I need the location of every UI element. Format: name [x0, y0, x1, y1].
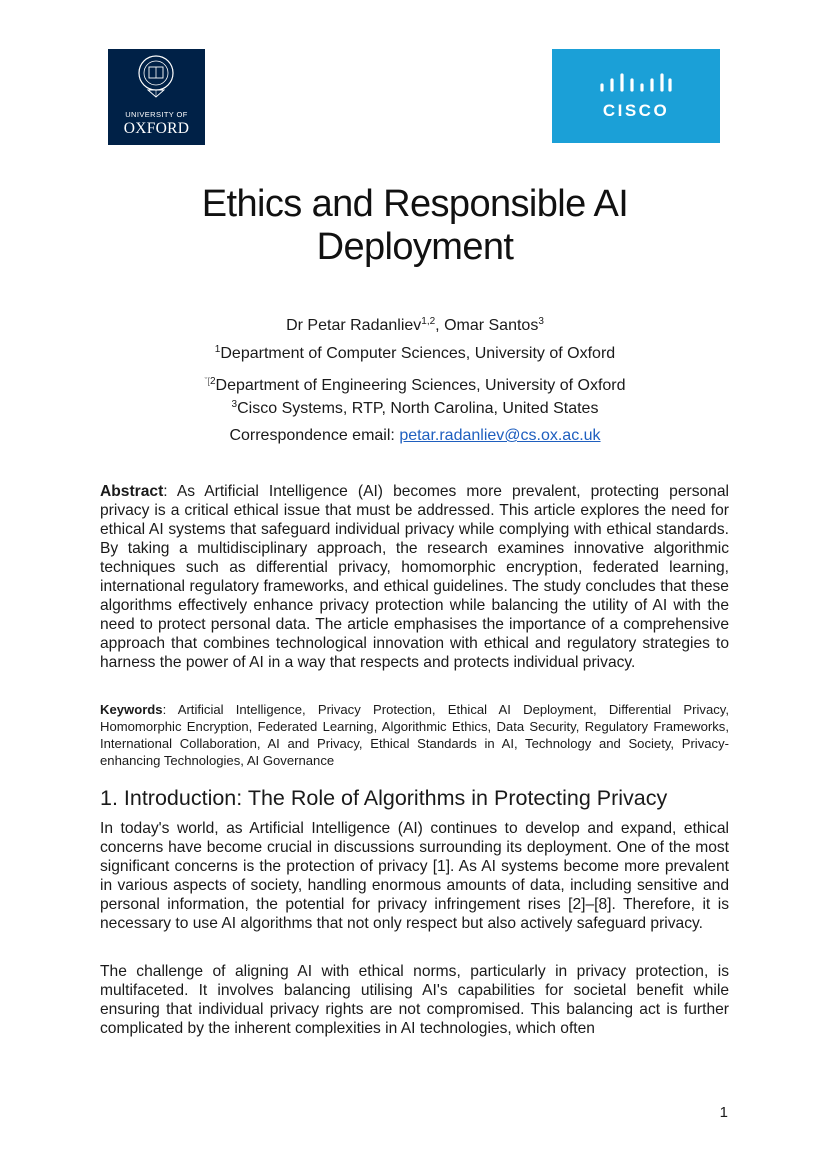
keywords	[100, 701, 729, 769]
affiliation-3-text: Cisco Systems, RTP, North Carolina, United States	[237, 399, 599, 417]
keywords-label: Keywords	[100, 702, 163, 717]
author-2-superscript: 3	[538, 316, 544, 327]
affiliation-2-mark: ˇ[	[204, 376, 210, 386]
paper-title	[100, 183, 730, 269]
cisco-logo	[552, 49, 720, 143]
oxford-logo	[108, 49, 205, 145]
affiliation-2	[100, 371, 730, 399]
section-1-paragraph-2: The challenge of aligning AI with ethical norms, particularly in privacy protection, is multifaceted. It involves balancing utilising AI's capabilities for societal benefit while ensuring that individual privacy rights are not compromised. This balancing act is further complicated by the inherent complexities in AI technologies, which often	[100, 963, 729, 1037]
affiliation-1-text: Department of Computer Sciences, University of Oxford	[220, 344, 616, 362]
author-block	[100, 316, 730, 454]
section-1-paragraph-1: In today's world, as Artificial Intelligence (AI) continues to develop and expand, ethical concerns have become crucial in discussions surrounding its deployment. One of the most significant concerns is the protection of privacy [1]. As AI systems become more prevalent in various aspects of society, handling enormous amounts of data, including sensitive and personal information, the potential for privacy infringement rises [2]–[8]. Therefore, it is necessary to use AI algorithms that not only respect but also actively safeguard privacy.	[100, 820, 729, 932]
page-number: 1	[719, 1104, 728, 1121]
affiliation-3-superscript: 3	[231, 398, 238, 410]
oxford-logo-line1: UNIVERSITY OF	[125, 110, 188, 119]
author-2-name: Omar Santos	[444, 317, 539, 334]
title-line-1: Ethics and Responsible AI	[201, 183, 629, 225]
author-separator: ,	[435, 317, 445, 334]
author-1-superscript: 1,2	[421, 316, 436, 327]
keywords-text: : Artificial Intelligence, Privacy Protection, Ethical AI Deployment, Differential Privacy, Homomorphic Encryption, Federated Learning, Algorithmic Ethics, Data Security, Regulatory Frameworks, International Collaboration, AI and Privacy, Ethical Standards in AI, Technology and Society, Privacy-enhancing Technologies, AI Governance	[100, 702, 729, 768]
cisco-bars-icon	[599, 73, 673, 95]
correspondence-label: Correspondence email:	[229, 427, 400, 444]
author-1-name: Dr Petar Radanliev	[286, 317, 422, 334]
affiliation-1	[100, 344, 730, 372]
abstract-label: Abstract	[100, 483, 164, 500]
authors-line	[100, 316, 730, 344]
affiliation-2-text: Department of Engineering Sciences, University of Oxford	[215, 377, 626, 394]
oxford-crest-icon	[136, 53, 176, 105]
section-1-heading: 1. Introduction: The Role of Algorithms in Protecting Privacy	[100, 786, 668, 810]
abstract-text: : As Artificial Intelligence (AI) becomes more prevalent, protecting personal privacy is a critical ethical issue that must be addressed. This article explores the need for ethical AI systems that safeguard individual privacy while complying with ethical standards. By taking a multidisciplinary approach, the research examines innovative algorithmic techniques such as differential privacy, homomorphic encryption, federated learning, international regulatory frameworks, and ethical guidelines. The study concludes that these algorithms effectively enhance privacy protection while balancing the utility of AI with the need to protect personal data. The article emphasises the importance of a comprehensive approach that combines technological innovation with ethical and regulatory strategies to harness the power of AI in a way that respects and protects individual privacy.	[100, 483, 729, 671]
title-line-2: Deployment	[316, 226, 514, 268]
correspondence-email-link[interactable]: petar.radanliev@cs.ox.ac.uk	[399, 427, 601, 444]
affiliation-2-superscript: 2	[209, 376, 216, 387]
correspondence-line	[100, 426, 730, 454]
affiliation-1-superscript: 1	[214, 343, 221, 355]
oxford-logo-line2: OXFORD	[123, 120, 190, 137]
abstract	[100, 482, 729, 672]
affiliation-3	[100, 399, 730, 427]
cisco-wordmark: CISCO	[602, 101, 670, 120]
